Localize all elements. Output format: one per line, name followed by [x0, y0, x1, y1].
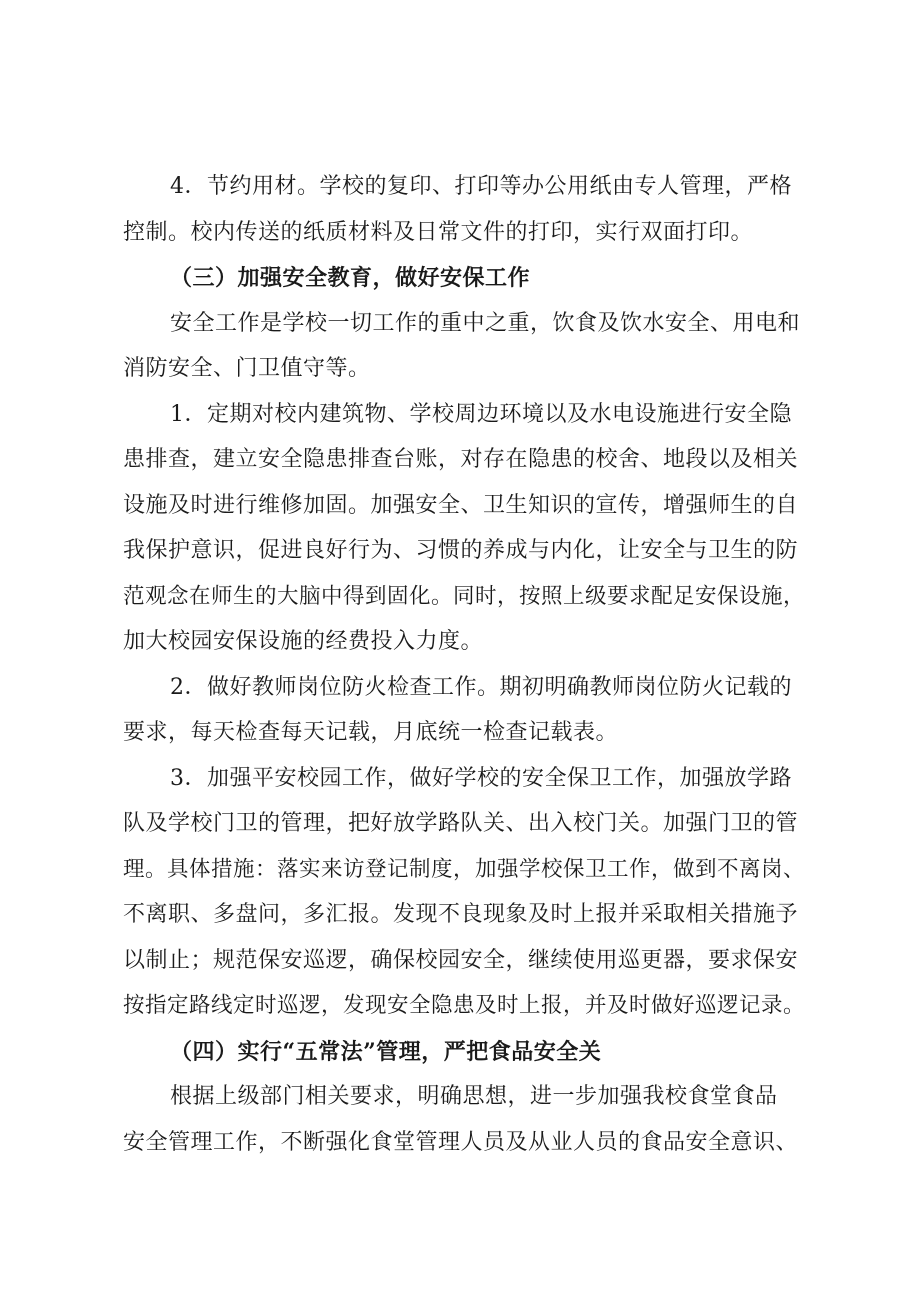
section-heading-4: （四）实行“五常法”管理，严把食品安全关 [170, 1039, 602, 1065]
paragraph-line: 不离职、多盘问，多汇报。发现不良现象及时上报并采取相关措施予 [123, 902, 799, 927]
paragraph-line: 理。具体措施：落实来访登记制度，加强学校保卫工作，做到不离岗、 [123, 857, 806, 882]
paragraph-line: 2．做好教师岗位防火检查工作。期初明确教师岗位防火记载的 [170, 675, 792, 700]
paragraph-line: 4．节约用材。学校的复印、打印等办公用纸由专人管理，严格 [170, 174, 792, 199]
paragraph-line: 设施及时进行维修加固。加强安全、卫生知识的宣传，增强师生的自 [123, 493, 799, 518]
section-heading-3: （三）加强安全教育，做好安保工作 [170, 265, 531, 291]
paragraph-line: 控制。校内传送的纸质材料及日常文件的打印，实行双面打印。 [123, 220, 754, 245]
paragraph-line: 患排查，建立安全隐患排查台账，对存在隐患的校舍、地段以及相关 [123, 447, 799, 472]
paragraph-line: 按指定路线定时巡逻，发现安全隐患及时上报，并及时做好巡逻记录。 [123, 993, 806, 1018]
paragraph-line: 加大校园安保设施的经费投入力度。 [123, 629, 484, 654]
paragraph-line: 3．加强平安校园工作，做好学校的安全保卫工作，加强放学路 [170, 766, 792, 791]
paragraph-line: 根据上级部门相关要求，明确思想，进一步加强我校食堂食品 [170, 1084, 778, 1109]
paragraph-line: 队及学校门卫的管理，把好放学路队关、出入校门关。加强门卫的管 [123, 811, 799, 836]
paragraph-line: 1．定期对校内建筑物、学校周边环境以及水电设施进行安全隐 [170, 402, 792, 427]
paragraph-line: 消防安全、门卫值守等。 [123, 356, 371, 381]
paragraph-line: 我保护意识，促进良好行为、习惯的养成与内化，让安全与卫生的防 [123, 538, 799, 563]
paragraph-line: 安全工作是学校一切工作的重中之重，饮食及饮水安全、用电和 [170, 311, 801, 336]
paragraph-line: 安全管理工作，不断强化食堂管理人员及从业人员的食品安全意识、 [123, 1130, 799, 1155]
paragraph-line: 以制止；规范保安巡逻，确保校园安全，继续使用巡更器，要求保安 [123, 948, 799, 973]
paragraph-line: 范观念在师生的大脑中得到固化。同时，按照上级要求配足安保设施， [123, 584, 806, 609]
paragraph-line: 要求，每天检查每天记载，月底统一检查记载表。 [123, 720, 619, 745]
